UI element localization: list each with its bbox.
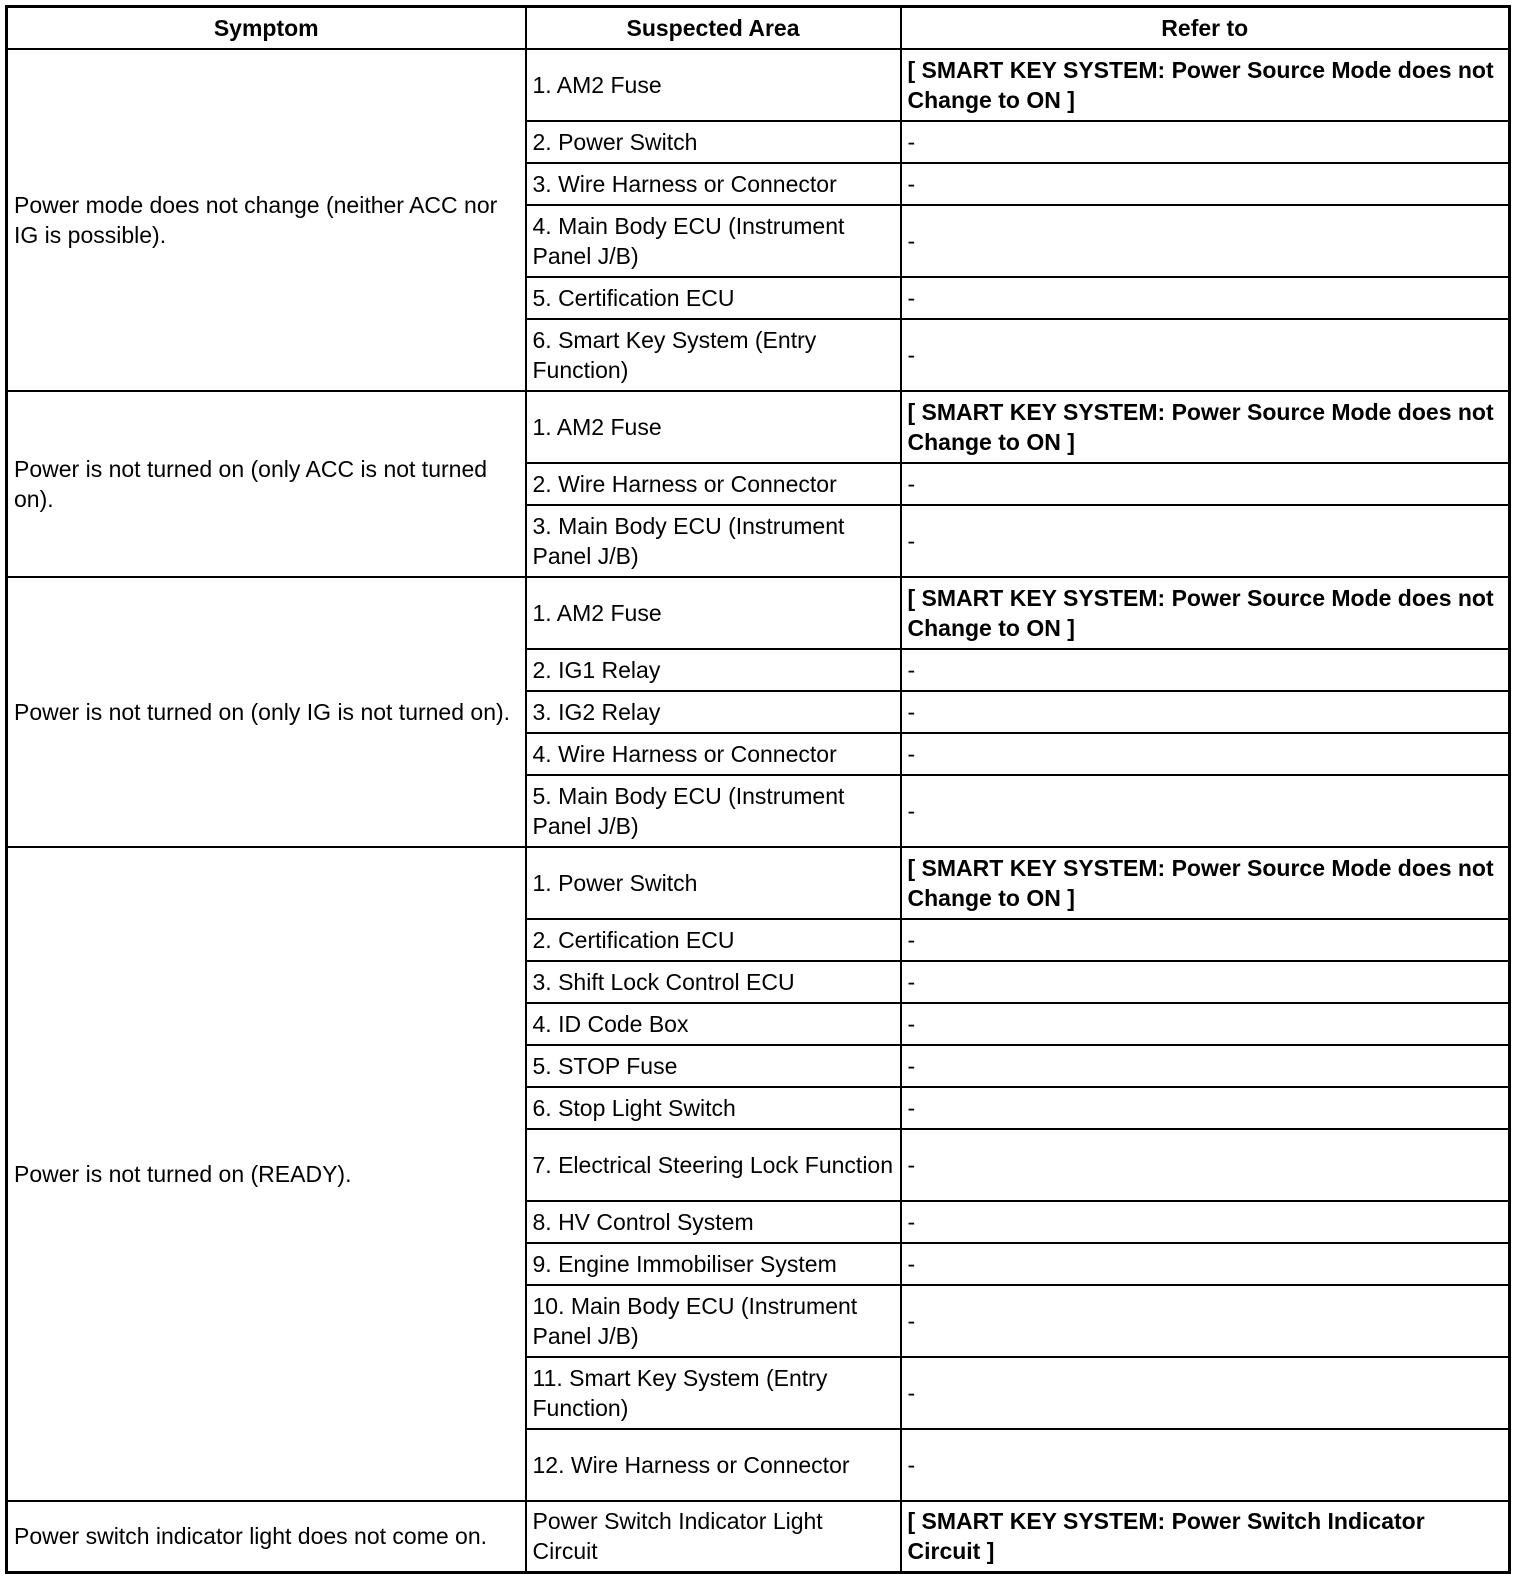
- table-row: [7, 391, 1510, 463]
- refer-to-cell: -: [901, 205, 1510, 277]
- suspected-area-cell: 6. Stop Light Switch: [526, 1087, 901, 1129]
- suspected-area-cell: 1. Power Switch: [526, 847, 901, 919]
- suspected-area-cell: 3. Main Body ECU (Instrument Panel J/B): [526, 505, 901, 577]
- header-refer-to: Refer to: [901, 7, 1510, 49]
- refer-to-link[interactable]: [ SMART KEY SYSTEM: Power Source Mode does not Change to ON ]: [901, 49, 1510, 121]
- refer-to-link[interactable]: [ SMART KEY SYSTEM: Power Source Mode does not Change to ON ]: [901, 577, 1510, 649]
- refer-to-cell: -: [901, 319, 1510, 391]
- refer-to-cell: -: [901, 1087, 1510, 1129]
- refer-to-cell: -: [901, 1243, 1510, 1285]
- suspected-area-cell: Power Switch Indicator Light Circuit: [526, 1501, 901, 1573]
- refer-to-cell: -: [901, 163, 1510, 205]
- suspected-area-cell: 4. ID Code Box: [526, 1003, 901, 1045]
- symptom-cell: Power is not turned on (READY).: [7, 847, 526, 1501]
- refer-to-cell: -: [901, 121, 1510, 163]
- suspected-area-cell: 1. AM2 Fuse: [526, 49, 901, 121]
- suspected-area-cell: 5. Main Body ECU (Instrument Panel J/B): [526, 775, 901, 847]
- suspected-area-cell: 4. Wire Harness or Connector: [526, 733, 901, 775]
- refer-to-cell: -: [901, 1357, 1510, 1429]
- table-row: [7, 49, 1510, 121]
- suspected-area-cell: 2. Power Switch: [526, 121, 901, 163]
- symptom-cell: Power is not turned on (only IG is not turned on).: [7, 577, 526, 847]
- table-row: [7, 577, 1510, 649]
- suspected-area-cell: 7. Electrical Steering Lock Function: [526, 1129, 901, 1201]
- refer-to-cell: -: [901, 733, 1510, 775]
- refer-to-cell: -: [901, 277, 1510, 319]
- header-symptom: Symptom: [7, 7, 526, 49]
- suspected-area-cell: 8. HV Control System: [526, 1201, 901, 1243]
- suspected-area-cell: 10. Main Body ECU (Instrument Panel J/B): [526, 1285, 901, 1357]
- symptom-cell: Power is not turned on (only ACC is not turned on).: [7, 391, 526, 577]
- suspected-area-cell: 5. Certification ECU: [526, 277, 901, 319]
- suspected-area-cell: 3. IG2 Relay: [526, 691, 901, 733]
- refer-to-link[interactable]: [ SMART KEY SYSTEM: Power Switch Indicator Circuit ]: [901, 1501, 1510, 1573]
- suspected-area-cell: 12. Wire Harness or Connector: [526, 1429, 901, 1501]
- suspected-area-cell: 2. Certification ECU: [526, 919, 901, 961]
- refer-to-cell: -: [901, 649, 1510, 691]
- refer-to-cell: -: [901, 775, 1510, 847]
- symptom-cell: Power mode does not change (neither ACC nor IG is possible).: [7, 49, 526, 391]
- table-row: [7, 1501, 1510, 1573]
- refer-to-cell: -: [901, 463, 1510, 505]
- suspected-area-cell: 1. AM2 Fuse: [526, 577, 901, 649]
- symptom-cell: Power switch indicator light does not come on.: [7, 1501, 526, 1573]
- refer-to-cell: -: [901, 1003, 1510, 1045]
- suspected-area-cell: 9. Engine Immobiliser System: [526, 1243, 901, 1285]
- suspected-area-cell: 1. AM2 Fuse: [526, 391, 901, 463]
- refer-to-cell: -: [901, 1429, 1510, 1501]
- refer-to-cell: -: [901, 961, 1510, 1003]
- header-row: [7, 7, 1510, 49]
- table-row: [7, 847, 1510, 919]
- suspected-area-cell: 3. Wire Harness or Connector: [526, 163, 901, 205]
- refer-to-cell: -: [901, 505, 1510, 577]
- refer-to-cell: -: [901, 1201, 1510, 1243]
- refer-to-link[interactable]: [ SMART KEY SYSTEM: Power Source Mode does not Change to ON ]: [901, 391, 1510, 463]
- table-body: [7, 49, 1510, 1573]
- suspected-area-cell: 11. Smart Key System (Entry Function): [526, 1357, 901, 1429]
- suspected-area-cell: 5. STOP Fuse: [526, 1045, 901, 1087]
- suspected-area-cell: 6. Smart Key System (Entry Function): [526, 319, 901, 391]
- refer-to-link[interactable]: [ SMART KEY SYSTEM: Power Source Mode does not Change to ON ]: [901, 847, 1510, 919]
- suspected-area-cell: 4. Main Body ECU (Instrument Panel J/B): [526, 205, 901, 277]
- refer-to-cell: -: [901, 1129, 1510, 1201]
- refer-to-cell: -: [901, 691, 1510, 733]
- refer-to-cell: -: [901, 1285, 1510, 1357]
- refer-to-cell: -: [901, 919, 1510, 961]
- header-suspected-area: Suspected Area: [526, 7, 901, 49]
- suspected-area-cell: 3. Shift Lock Control ECU: [526, 961, 901, 1003]
- suspected-area-cell: 2. IG1 Relay: [526, 649, 901, 691]
- refer-to-cell: -: [901, 1045, 1510, 1087]
- symptom-table: [5, 5, 1511, 1574]
- suspected-area-cell: 2. Wire Harness or Connector: [526, 463, 901, 505]
